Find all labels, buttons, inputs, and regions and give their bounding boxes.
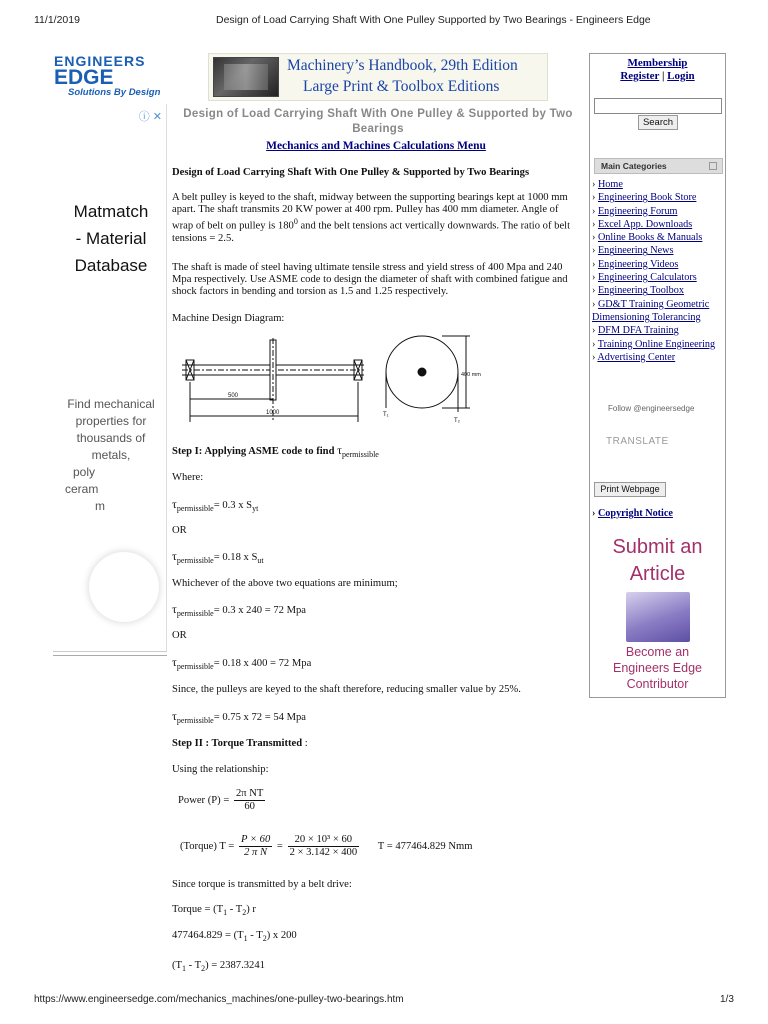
logo-line1: ENGINEERS	[54, 53, 146, 69]
copyright-item: › Copyright Notice	[592, 508, 673, 519]
divider	[53, 655, 167, 656]
category-link-videos[interactable]: Engineering Videos	[597, 258, 679, 270]
ad-body-1: Find mechanical	[67, 397, 155, 411]
dim-1000-label: 1000	[266, 410, 280, 416]
step1-heading	[172, 444, 582, 461]
numeric-eq-end: ) x 200	[266, 930, 297, 941]
categories-title: Main Categories	[601, 161, 667, 171]
using-text: Using the relationship:	[172, 764, 269, 775]
tau-symbol: τ	[172, 549, 177, 563]
perm-subscript: permissible	[176, 556, 214, 566]
copyright-link[interactable]: Copyright Notice	[597, 508, 673, 519]
category-item: › Engineering News	[592, 245, 674, 257]
power-equation	[178, 788, 478, 813]
step2-colon: :	[302, 738, 308, 749]
diff-eq-end: ) = 2387.3241	[205, 960, 265, 971]
since-text: Since, the pulleys are keyed to the shaft therefore, reducing smaller value by 25%.	[172, 684, 521, 695]
perm-subscript: permissible	[176, 504, 214, 514]
step1-text: Step I: Applying ASME code to find	[172, 446, 338, 457]
torque-numerator-2: 20 × 10³ × 60	[288, 834, 360, 847]
category-item: › Engineering Videos	[592, 258, 679, 270]
search-button[interactable]: Search	[638, 115, 678, 130]
category-item: › Engineering Calculators	[592, 272, 697, 284]
categories-header	[594, 158, 723, 174]
category-list	[592, 178, 724, 364]
ad-body-3: thousands of	[76, 431, 146, 445]
print-title: Design of Load Carrying Shaft With One Pulley Supported by Two Bearings - Engineers Edge	[216, 14, 651, 26]
page-title: Design of Load Carrying Shaft With One Pulley & Supported by Two Bearings	[183, 108, 573, 135]
collapse-icon[interactable]	[709, 162, 717, 170]
torque-fraction-2	[288, 834, 360, 859]
equation-5	[172, 710, 582, 727]
category-item: › Engineering Toolbox	[592, 285, 684, 297]
content-heading: Design of Load Carrying Shaft With One Pulley & Supported by Two Bearings	[172, 167, 530, 178]
eq2-text: = 0.18 x S	[213, 552, 258, 563]
paragraph-problem-text: A belt pulley is keyed to the shaft, midway between the supporting bearings kept at 1000 mm apart. The shaft transmits 20 KW power at 400 rpm. Pulley has 400 mm diameter. Angle of wrap of belt on pulley is 180	[172, 192, 568, 232]
numeric-torque-equation	[172, 930, 582, 945]
torque-formula-start: Torque = (T	[172, 904, 224, 915]
banner-line1: Machinery’s Handbook, 29th Edition	[287, 57, 518, 74]
tau-symbol: τ	[172, 602, 177, 616]
translate-widget[interactable]: TRANSLATE	[606, 436, 669, 447]
category-item: › Excel App. Downloads	[592, 218, 693, 230]
tau-symbol: τ	[337, 443, 342, 457]
follow-twitter-link[interactable]: Follow @engineersedge	[608, 404, 695, 413]
tau-symbol: τ	[172, 655, 177, 669]
torque-lhs: (Torque) T =	[180, 840, 235, 852]
ad-body-5: poly	[73, 465, 96, 479]
ad-headline-1: Matmatch	[73, 202, 149, 221]
handbook-banner[interactable]	[208, 53, 548, 101]
eq4-text: = 0.18 x 400 = 72 Mpa	[213, 658, 312, 669]
category-link-toolbox[interactable]: Engineering Toolbox	[597, 285, 684, 297]
paragraph-problem-end: and the belt tensions act vertically downwards. The ratio of belt tensions = 2.5.	[172, 220, 571, 244]
calculations-menu-link[interactable]: Mechanics and Machines Calculations Menu	[266, 140, 486, 152]
ad-button-circle[interactable]	[89, 552, 159, 622]
ad-body-6: ceram	[65, 482, 99, 496]
perm-subscript: permissible	[176, 609, 214, 619]
ad-headline-3: Database	[74, 256, 148, 275]
torque-formula-end: ) r	[246, 904, 256, 915]
equation-1	[172, 498, 582, 515]
site-logo[interactable]	[54, 55, 168, 101]
category-item: › DFM DFA Training	[592, 325, 679, 337]
equation-2	[172, 550, 582, 567]
diff-eq-start: (T	[172, 960, 182, 971]
eq3-text: = 0.3 x 240 = 72 Mpa	[213, 605, 307, 616]
ad-body	[65, 396, 157, 515]
paragraph-problem	[172, 192, 582, 245]
category-item: › Online Books & Manuals	[592, 232, 703, 244]
ad-content[interactable]	[65, 168, 157, 646]
numeric-eq-start: 477464.829 = (T	[172, 930, 244, 941]
diff-eq-mid: - T	[186, 960, 202, 971]
category-link-dfm[interactable]: DFM DFA Training	[597, 325, 679, 337]
submit-line4: Engineers Edge	[613, 661, 702, 675]
ad-headline	[65, 198, 157, 279]
eq2-subscript: ut	[257, 556, 264, 566]
print-url: https://www.engineersedge.com/mechanics_machines/one-pulley-two-bearings.htm	[34, 994, 404, 1005]
perm-subscript: permissible	[176, 662, 214, 672]
ad-body-7: m	[95, 499, 105, 513]
power-denominator: 60	[244, 801, 255, 812]
logo-line2: EDGE	[54, 66, 114, 89]
category-link-home[interactable]: Home	[597, 179, 623, 190]
torque-formula-mid: - T	[227, 904, 243, 915]
eq5-text: = 0.75 x 72 = 54 Mpa	[213, 712, 307, 723]
equation-3	[172, 603, 582, 620]
right-sidebar	[589, 53, 726, 698]
submit-line1: Submit an	[612, 536, 703, 558]
search-input[interactable]	[594, 98, 722, 114]
handbook-image	[213, 57, 279, 97]
subscript-2: 2	[242, 908, 247, 918]
power-lhs: Power (P) =	[178, 794, 230, 806]
t1-label: T₁	[383, 412, 389, 418]
category-item: › Engineering Book Store	[592, 192, 697, 204]
paragraph-material: The shaft is made of steel having ultimate tensile stress and yield stress of 400 Mpa and 240 Mpa respectively. Use ASME code to design the diameter of shaft with combined fatigue and shock factors in bending and torsion as 1.5 and 1.25 respectively.	[172, 262, 568, 297]
whichever-text: Whichever of the above two equations are minimum;	[172, 578, 398, 589]
ad-panel[interactable]	[53, 104, 167, 652]
or-label-2: OR	[172, 630, 187, 641]
perm-subscript: permissible	[341, 450, 379, 460]
where-label: Where:	[172, 472, 204, 483]
tau-symbol: τ	[172, 709, 177, 723]
category-link-news[interactable]: Engineering News	[597, 245, 674, 257]
submit-line3: Become an	[625, 645, 690, 659]
ad-body-4: metals,	[91, 448, 131, 462]
subscript-1: 1	[182, 964, 186, 974]
submit-line5: Contributor	[626, 677, 689, 691]
register-login	[590, 70, 725, 82]
category-item: › Engineering Forum	[592, 205, 678, 217]
print-date: 11/1/2019	[34, 14, 80, 26]
dim-400-label: 400 mm	[461, 372, 481, 378]
since-torque-text: Since torque is transmitted by a belt drive:	[172, 879, 352, 890]
category-link-training[interactable]: Training Online Engineering	[597, 338, 716, 350]
print-page-number: 1/3	[720, 994, 734, 1005]
category-item: › Advertising Center	[592, 351, 676, 363]
register-link[interactable]: Register	[620, 70, 660, 82]
submit-article-promo[interactable]	[590, 534, 725, 692]
category-link-forum[interactable]: Engineering Forum	[597, 205, 678, 217]
category-link-advertising[interactable]: Advertising Center	[597, 351, 676, 363]
submit-line2: Article	[629, 563, 686, 585]
torque-numerator-1: P × 60	[240, 834, 271, 845]
torque-denominator-1: 2 π N	[244, 847, 268, 858]
ad-close-icon[interactable]: ⓘ ✕	[138, 111, 162, 123]
power-fraction	[234, 788, 265, 813]
perm-subscript: permissible	[176, 716, 214, 726]
step2-heading	[172, 738, 582, 750]
torque-formula	[172, 904, 582, 919]
category-link-gdt[interactable]: GD&T Training Geometric Dimensioning Tolerancing	[592, 298, 710, 323]
subscript-1: 1	[243, 934, 248, 944]
torque-equation: (Torque) T = $\frac{P \times 60}{\text{2 π N}}$ = $\frac{\text{20 × 10³ × 60}}{2 \times 3.142 \times 400}$ T = 477464.829 Nmm	[180, 834, 473, 858]
equation-4	[172, 656, 582, 673]
login-link[interactable]: Login	[667, 70, 695, 82]
category-link-online-books[interactable]: Online Books & Manuals	[597, 232, 703, 244]
category-item: › GD&T Training Geometric Dimensioning Tolerancing	[592, 298, 710, 323]
eq1-subscript: yt	[252, 504, 259, 514]
ad-body-2: properties for	[75, 414, 147, 428]
tension-difference	[172, 960, 582, 975]
machine-design-diagram	[174, 332, 494, 432]
papers-image	[626, 592, 690, 642]
diagram-label: Machine Design Diagram:	[172, 313, 285, 324]
eq1-text: = 0.3 x S	[213, 500, 253, 511]
print-webpage-button[interactable]: Print Webpage	[594, 482, 666, 497]
subscript-1: 1	[223, 908, 228, 918]
t2-label: T₂	[454, 418, 460, 424]
category-link-excel[interactable]: Excel App. Downloads	[597, 218, 693, 230]
step2-text: Step II : Torque Transmitted	[172, 738, 303, 749]
membership-link[interactable]: Membership	[627, 57, 688, 69]
torque-result: T = 477464.829 Nmm	[377, 840, 473, 852]
tau-symbol: τ	[172, 497, 177, 511]
category-item: › Home	[592, 179, 623, 190]
logo-tagline: Solutions By Design	[68, 87, 161, 98]
link-separator: |	[661, 70, 665, 82]
category-link-calculators[interactable]: Engineering Calculators	[597, 272, 697, 284]
banner-line2: Large Print & Toolbox Editions	[303, 78, 500, 95]
or-label-1: OR	[172, 525, 187, 536]
degree-superscript: 0	[293, 217, 298, 226]
torque-denominator-2: 2 × 3.142 × 400	[289, 847, 358, 858]
ad-headline-2: - Material	[75, 229, 147, 248]
subscript-2: 2	[262, 934, 267, 944]
power-numerator: 2π NT	[235, 788, 264, 799]
category-link-book-store[interactable]: Engineering Book Store	[597, 192, 697, 204]
numeric-eq-mid: - T	[247, 930, 263, 941]
dim-500-label: 500	[228, 393, 239, 399]
torque-fraction-1	[239, 834, 272, 859]
subscript-2: 2	[201, 964, 206, 974]
category-item: › Training Online Engineering	[592, 338, 716, 350]
